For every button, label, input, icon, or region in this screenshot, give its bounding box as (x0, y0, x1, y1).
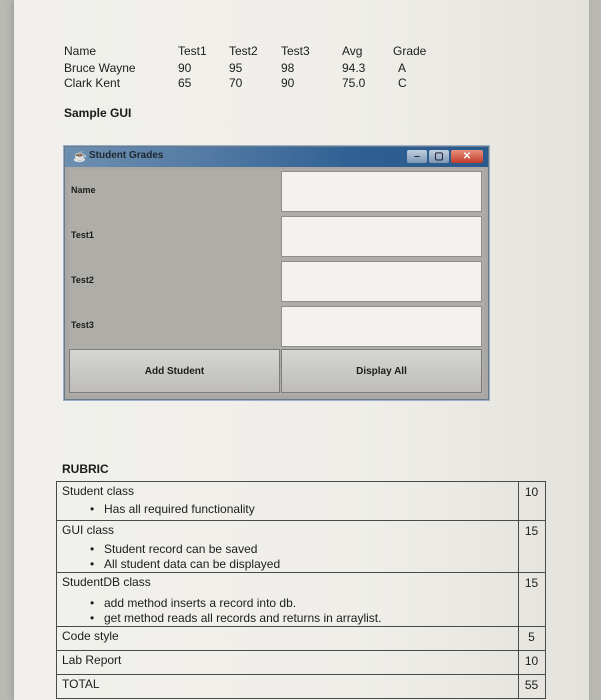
rubric-criteria-cell (57, 627, 519, 650)
cell-test2: 70 (229, 76, 243, 90)
name-label: Name (71, 185, 96, 195)
close-button[interactable]: ✕ (451, 150, 483, 163)
rubric-points: 10 (524, 654, 539, 668)
rubric-bullet-text: All student data can be displayed (104, 557, 281, 571)
name-field[interactable] (281, 171, 482, 212)
rubric-row-student-class (56, 481, 546, 521)
cell-grade: A (398, 61, 407, 75)
header-test1: Test1 (178, 44, 207, 58)
rubric-bullet (62, 596, 518, 611)
rubric-row-lab-report (56, 651, 546, 675)
rubric-criteria-name: Lab Report (62, 653, 122, 667)
window-titlebar[interactable] (65, 147, 488, 167)
rubric-points: 55 (524, 678, 539, 692)
minimize-button[interactable]: – (407, 150, 427, 163)
rubric-criteria-name: TOTAL (62, 677, 100, 691)
cell-test3: 98 (281, 61, 295, 75)
bullet-icon: • (90, 502, 95, 516)
header-test3: Test3 (281, 44, 310, 58)
rubric-points: 15 (524, 524, 539, 538)
cell-avg: 75.0 (342, 76, 366, 90)
rubric-bullet-text: add method inserts a record into db. (104, 596, 297, 610)
scores-header-row (64, 44, 444, 61)
rubric-points: 10 (524, 485, 539, 499)
window-content (69, 169, 484, 395)
test1-field[interactable] (281, 216, 482, 257)
cell-test2: 95 (229, 61, 243, 75)
rubric-row-code-style (56, 627, 546, 651)
rubric-criteria-name: StudentDB class (62, 575, 151, 589)
maximize-button[interactable]: ▢ (429, 150, 449, 163)
header-name: Name (64, 44, 97, 58)
header-test2: Test2 (229, 44, 258, 58)
bullet-icon: • (90, 596, 95, 610)
cell-test3: 90 (281, 76, 295, 90)
test2-label: Test2 (71, 275, 94, 285)
sample-gui-heading: Sample GUI (64, 106, 132, 120)
cell-test1: 90 (178, 61, 192, 75)
rubric-points: 15 (524, 576, 539, 590)
scores-row (64, 76, 444, 91)
cell-name: Clark Kent (64, 76, 121, 90)
rubric-criteria-cell (57, 573, 519, 626)
test3-field[interactable] (281, 306, 482, 347)
display-all-button[interactable]: Display All (281, 349, 482, 393)
rubric-bullet (62, 542, 518, 557)
header-avg: Avg (342, 44, 363, 58)
window-title: Student Grades (89, 150, 164, 161)
cell-name: Bruce Wayne (64, 61, 136, 75)
bullet-icon: • (90, 611, 95, 625)
rubric-row-gui-class (56, 521, 546, 573)
add-student-button[interactable]: Add Student (69, 349, 280, 393)
test3-label: Test3 (71, 320, 94, 330)
rubric-row-studentdb-class (56, 573, 546, 627)
rubric-criteria-name: Code style (62, 629, 119, 643)
rubric-criteria-cell (57, 675, 519, 698)
rubric-bullet-text: Has all required functionality (104, 502, 255, 516)
bullet-icon: • (90, 557, 95, 571)
scores-row (64, 61, 444, 76)
student-grades-window (64, 146, 489, 400)
rubric-points: 5 (528, 630, 535, 644)
rubric-criteria-name: Student class (62, 484, 135, 498)
rubric-criteria-cell (57, 482, 519, 520)
rubric-bullet-text: Student record can be saved (104, 542, 258, 556)
rubric-criteria-name: GUI class (62, 523, 115, 537)
rubric-criteria-cell (57, 521, 519, 572)
rubric-table (56, 481, 546, 699)
header-grade: Grade (393, 44, 427, 58)
cell-avg: 94.3 (342, 61, 366, 75)
rubric-criteria-cell (57, 651, 519, 674)
java-cup-icon: ☕ (73, 151, 87, 163)
rubric-bullet (62, 557, 518, 572)
bullet-icon: • (90, 542, 95, 556)
rubric-heading: RUBRIC (62, 462, 109, 476)
cell-grade: C (398, 76, 407, 90)
test2-field[interactable] (281, 261, 482, 302)
scores-table (64, 44, 444, 91)
rubric-bullet (62, 611, 518, 626)
rubric-row-total (56, 675, 546, 699)
test1-label: Test1 (71, 230, 94, 240)
rubric-bullet-text: get method reads all records and returns in arraylist. (104, 611, 382, 625)
rubric-bullet (62, 502, 518, 517)
cell-test1: 65 (178, 76, 192, 90)
